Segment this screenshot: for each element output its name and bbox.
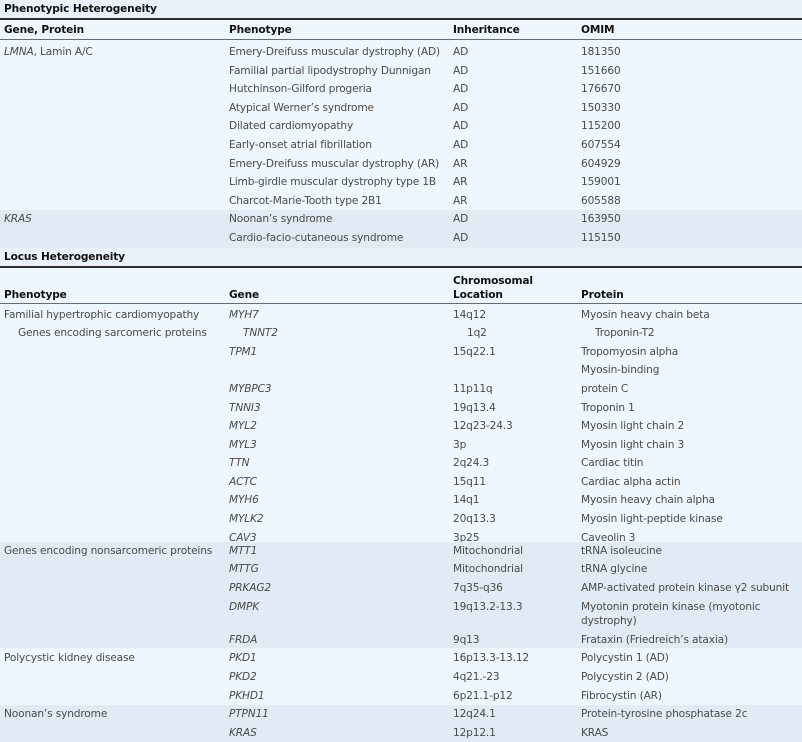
location-cell: 12p12.1 <box>453 726 496 739</box>
table-row <box>0 399 802 418</box>
protein-cell: Myosin light chain 3 <box>581 438 685 451</box>
table-row <box>0 380 802 399</box>
gene-cell: MYBPC3 <box>229 382 272 395</box>
table-row <box>0 529 802 542</box>
protein-cell: Protein-tyrosine phosphatase 2c <box>581 708 748 721</box>
location-cell: 20q13.3 <box>453 513 496 526</box>
table-row <box>0 80 802 99</box>
table-row <box>0 324 802 343</box>
omim-cell: 605588 <box>581 194 621 207</box>
gene-cell: FRDA <box>229 634 258 647</box>
location-cell: 9q13 <box>453 634 480 647</box>
location-cell: 12q24.1 <box>453 708 496 721</box>
location-cell: 19q13.2-13.3 <box>453 601 523 614</box>
gene-cell: PKD1 <box>229 652 257 665</box>
gene-cell: MTTG <box>229 563 259 576</box>
protein-cell: Caveolin 3 <box>581 531 636 542</box>
phenotype-cell: Noonan’s syndrome <box>229 213 333 226</box>
protein-cell: Myosin heavy chain beta <box>581 308 710 321</box>
gene-cell: TNNT2 <box>243 327 278 340</box>
inheritance-cell: AR <box>453 194 468 207</box>
location-cell: 3p25 <box>453 531 480 542</box>
gene-cell: TTN <box>229 457 250 470</box>
protein-cell: Myosin heavy chain alpha <box>581 494 715 507</box>
group-lmna <box>0 40 802 210</box>
location-cell <box>449 361 577 380</box>
protein-cell: Tropomyosin alpha <box>581 345 679 358</box>
protein-cell: KRAS <box>581 726 609 739</box>
gene-cell: MYH7 <box>229 308 259 321</box>
inheritance-cell: AD <box>453 213 469 226</box>
omim-cell: 115150 <box>581 231 621 244</box>
gene-cell: TNNI3 <box>229 401 261 414</box>
table-row <box>0 43 802 62</box>
table-row <box>0 361 802 380</box>
col-header-chromosomal-location <box>449 274 577 302</box>
protein-cell: Troponin 1 <box>581 401 635 414</box>
group-noonan <box>0 705 802 742</box>
inheritance-cell: AD <box>453 101 469 114</box>
protein-cell: Myosin light chain 2 <box>581 420 685 433</box>
gene-protein-cell <box>0 210 225 229</box>
phenotype-cell: Atypical Werner’s syndrome <box>229 101 374 114</box>
omim-cell: 163950 <box>581 213 621 226</box>
gene-cell <box>225 361 449 380</box>
location-cell: 14q1 <box>453 494 480 507</box>
location-cell: 4q21.-23 <box>453 671 500 684</box>
table-row <box>0 705 802 724</box>
location-cell: 2q24.3 <box>453 457 490 470</box>
omim-cell: 176670 <box>581 83 621 96</box>
phenotype-cell: Familial hypertrophic cardiomyopathy <box>4 308 200 321</box>
protein-cell: tRNA glycine <box>581 563 648 576</box>
phenotype-cell: Noonan’s syndrome <box>4 708 108 721</box>
table-row <box>0 306 802 325</box>
col-header-omim: OMIM <box>581 23 615 36</box>
gene-cell: MYL3 <box>229 438 257 451</box>
table-row <box>0 687 802 706</box>
phenotype-cell: Cardio-facio-cutaneous syndrome <box>229 231 404 244</box>
omim-cell: 159001 <box>581 176 621 189</box>
section-title-locus: Locus Heterogeneity <box>0 248 802 268</box>
protein-cell: Myosin-binding <box>581 364 660 377</box>
gene-protein-cell <box>0 43 225 62</box>
phenotype-cell: Limb-girdle muscular dystrophy type 1B <box>229 176 437 189</box>
table-row <box>0 454 802 473</box>
header-row-locus <box>0 268 802 304</box>
col-header-chromosomal: Chromosomal <box>453 274 533 287</box>
table-row <box>0 155 802 174</box>
table-row <box>0 597 802 633</box>
location-cell: 12q23-24.3 <box>453 420 513 433</box>
omim-cell: 607554 <box>581 138 621 151</box>
location-cell: 1q2 <box>467 327 487 340</box>
gene-name: KRAS <box>4 213 32 226</box>
protein-cell: Frataxin (Friedreich’s ataxia) <box>581 634 728 647</box>
omim-cell: 181350 <box>581 46 621 58</box>
gene-cell: CAV3 <box>229 531 257 542</box>
location-cell: 6p21.1-p12 <box>453 689 513 702</box>
phenotype-cell: Hutchinson-Gilford progeria <box>229 83 372 96</box>
gene-cell: MYH6 <box>229 494 259 507</box>
omim-cell: 150330 <box>581 101 621 114</box>
protein-cell: Troponin-T2 <box>595 327 655 340</box>
header-row-phenotypic <box>0 20 802 40</box>
gene-cell: TPM1 <box>229 345 258 358</box>
group-hcm-nonsarcomeric <box>0 542 802 649</box>
location-cell: 11p11q <box>453 382 493 395</box>
table-row <box>0 210 802 229</box>
protein-cell: Cardiac alpha actin <box>581 475 681 488</box>
table-row <box>0 542 802 561</box>
protein-cell: Fibrocystin (AR) <box>581 689 662 702</box>
table-row <box>0 136 802 155</box>
inheritance-cell: AD <box>453 231 469 244</box>
col-header-phenotype: Phenotype <box>229 23 292 36</box>
phenotype-cell: Emery-Dreifuss muscular dystrophy (AR) <box>229 157 440 170</box>
section-title-phenotypic: Phenotypic Heterogeneity <box>0 0 802 20</box>
phenotype-cell: Early-onset atrial fibrillation <box>229 138 372 151</box>
gene-cell: PKHD1 <box>229 689 265 702</box>
col-header-inheritance: Inheritance <box>453 23 520 36</box>
gene-cell: ACTC <box>229 475 257 488</box>
protein-cell: Myosin light-peptide kinase <box>581 513 723 526</box>
location-cell: Mitochondrial <box>453 544 523 557</box>
gene-cell: MYLK2 <box>229 513 264 526</box>
gene-cell: KRAS <box>229 726 257 739</box>
gene-cell: PTPN11 <box>229 708 269 721</box>
location-cell: Mitochondrial <box>453 563 523 576</box>
table-row <box>0 192 802 211</box>
table-row <box>0 668 802 687</box>
protein-cell: Polycystin 2 (AD) <box>581 671 669 684</box>
gene-name: LMNA <box>4 46 34 58</box>
omim-cell: 115200 <box>581 120 621 133</box>
table-row <box>0 229 802 248</box>
location-cell: 3p <box>453 438 467 451</box>
protein-name: , Lamin A/C <box>33 46 93 58</box>
table-row <box>0 62 802 81</box>
col-header-location: Location <box>453 288 503 301</box>
col-header-protein: Protein <box>581 288 624 301</box>
phenotype-cell: Familial partial lipodystrophy Dunnigan <box>229 64 431 77</box>
inheritance-cell: AR <box>453 157 468 170</box>
location-cell: 15q22.1 <box>453 345 496 358</box>
table-row <box>0 510 802 529</box>
phenotype-cell: Charcot-Marie-Tooth type 2B1 <box>229 194 382 207</box>
phenotype-cell: Dilated cardiomyopathy <box>229 120 354 133</box>
inheritance-cell: AD <box>453 138 469 151</box>
gene-cell: DMPK <box>229 601 260 614</box>
subphenotype-cell: Genes encoding sarcomeric proteins <box>18 327 207 340</box>
table-row <box>0 417 802 436</box>
table-row <box>0 99 802 118</box>
table-row <box>0 649 802 668</box>
col-header-gene: Gene <box>229 288 260 301</box>
inheritance-cell: AR <box>453 176 468 189</box>
table-row <box>0 579 802 598</box>
table-row <box>0 633 802 648</box>
protein-cell: tRNA isoleucine <box>581 544 662 557</box>
protein-cell: Myotonin protein kinase (myotonic dystrophy) <box>581 601 761 628</box>
phenotype-cell: Emery-Dreifuss muscular dystrophy (AD) <box>229 46 440 58</box>
omim-cell: 604929 <box>581 157 621 170</box>
group-polycystic-kidney <box>0 648 802 705</box>
table-row <box>0 436 802 455</box>
phenotype-cell: Polycystic kidney disease <box>4 652 135 665</box>
location-cell: 16p13.3-13.12 <box>453 652 529 665</box>
protein-cell: Polycystin 1 (AD) <box>581 652 669 665</box>
protein-cell: protein C <box>581 382 629 395</box>
table-row <box>0 173 802 192</box>
group-hcm-sarcomeric <box>0 304 802 542</box>
inheritance-cell: AD <box>453 83 469 96</box>
location-cell: 7q35-q36 <box>453 581 503 594</box>
location-cell: 19q13.4 <box>453 401 496 414</box>
location-cell: 15q11 <box>453 475 486 488</box>
gene-cell: PKD2 <box>229 671 257 684</box>
table-row <box>0 473 802 492</box>
gene-cell: PRKAG2 <box>229 581 271 594</box>
table-row <box>0 491 802 510</box>
table-row <box>0 724 802 742</box>
col-header-phenotype: Phenotype <box>4 288 67 301</box>
location-cell: 14q12 <box>453 308 486 321</box>
inheritance-cell: AD <box>453 46 469 58</box>
table-row <box>0 560 802 579</box>
col-header-gene-protein: Gene, Protein <box>4 23 85 36</box>
gene-cell: MYL2 <box>229 420 257 433</box>
protein-cell: Cardiac titin <box>581 457 644 470</box>
inheritance-cell: AD <box>453 120 469 133</box>
gene-cell: MTT1 <box>229 544 258 557</box>
group-kras <box>0 210 802 247</box>
omim-cell: 151660 <box>581 64 621 77</box>
phenotype-cell: Genes encoding nonsarcomeric proteins <box>4 544 213 557</box>
table-row <box>0 343 802 362</box>
protein-cell: AMP-activated protein kinase γ2 subunit <box>581 581 790 594</box>
inheritance-cell: AD <box>453 64 469 77</box>
table-row <box>0 117 802 136</box>
